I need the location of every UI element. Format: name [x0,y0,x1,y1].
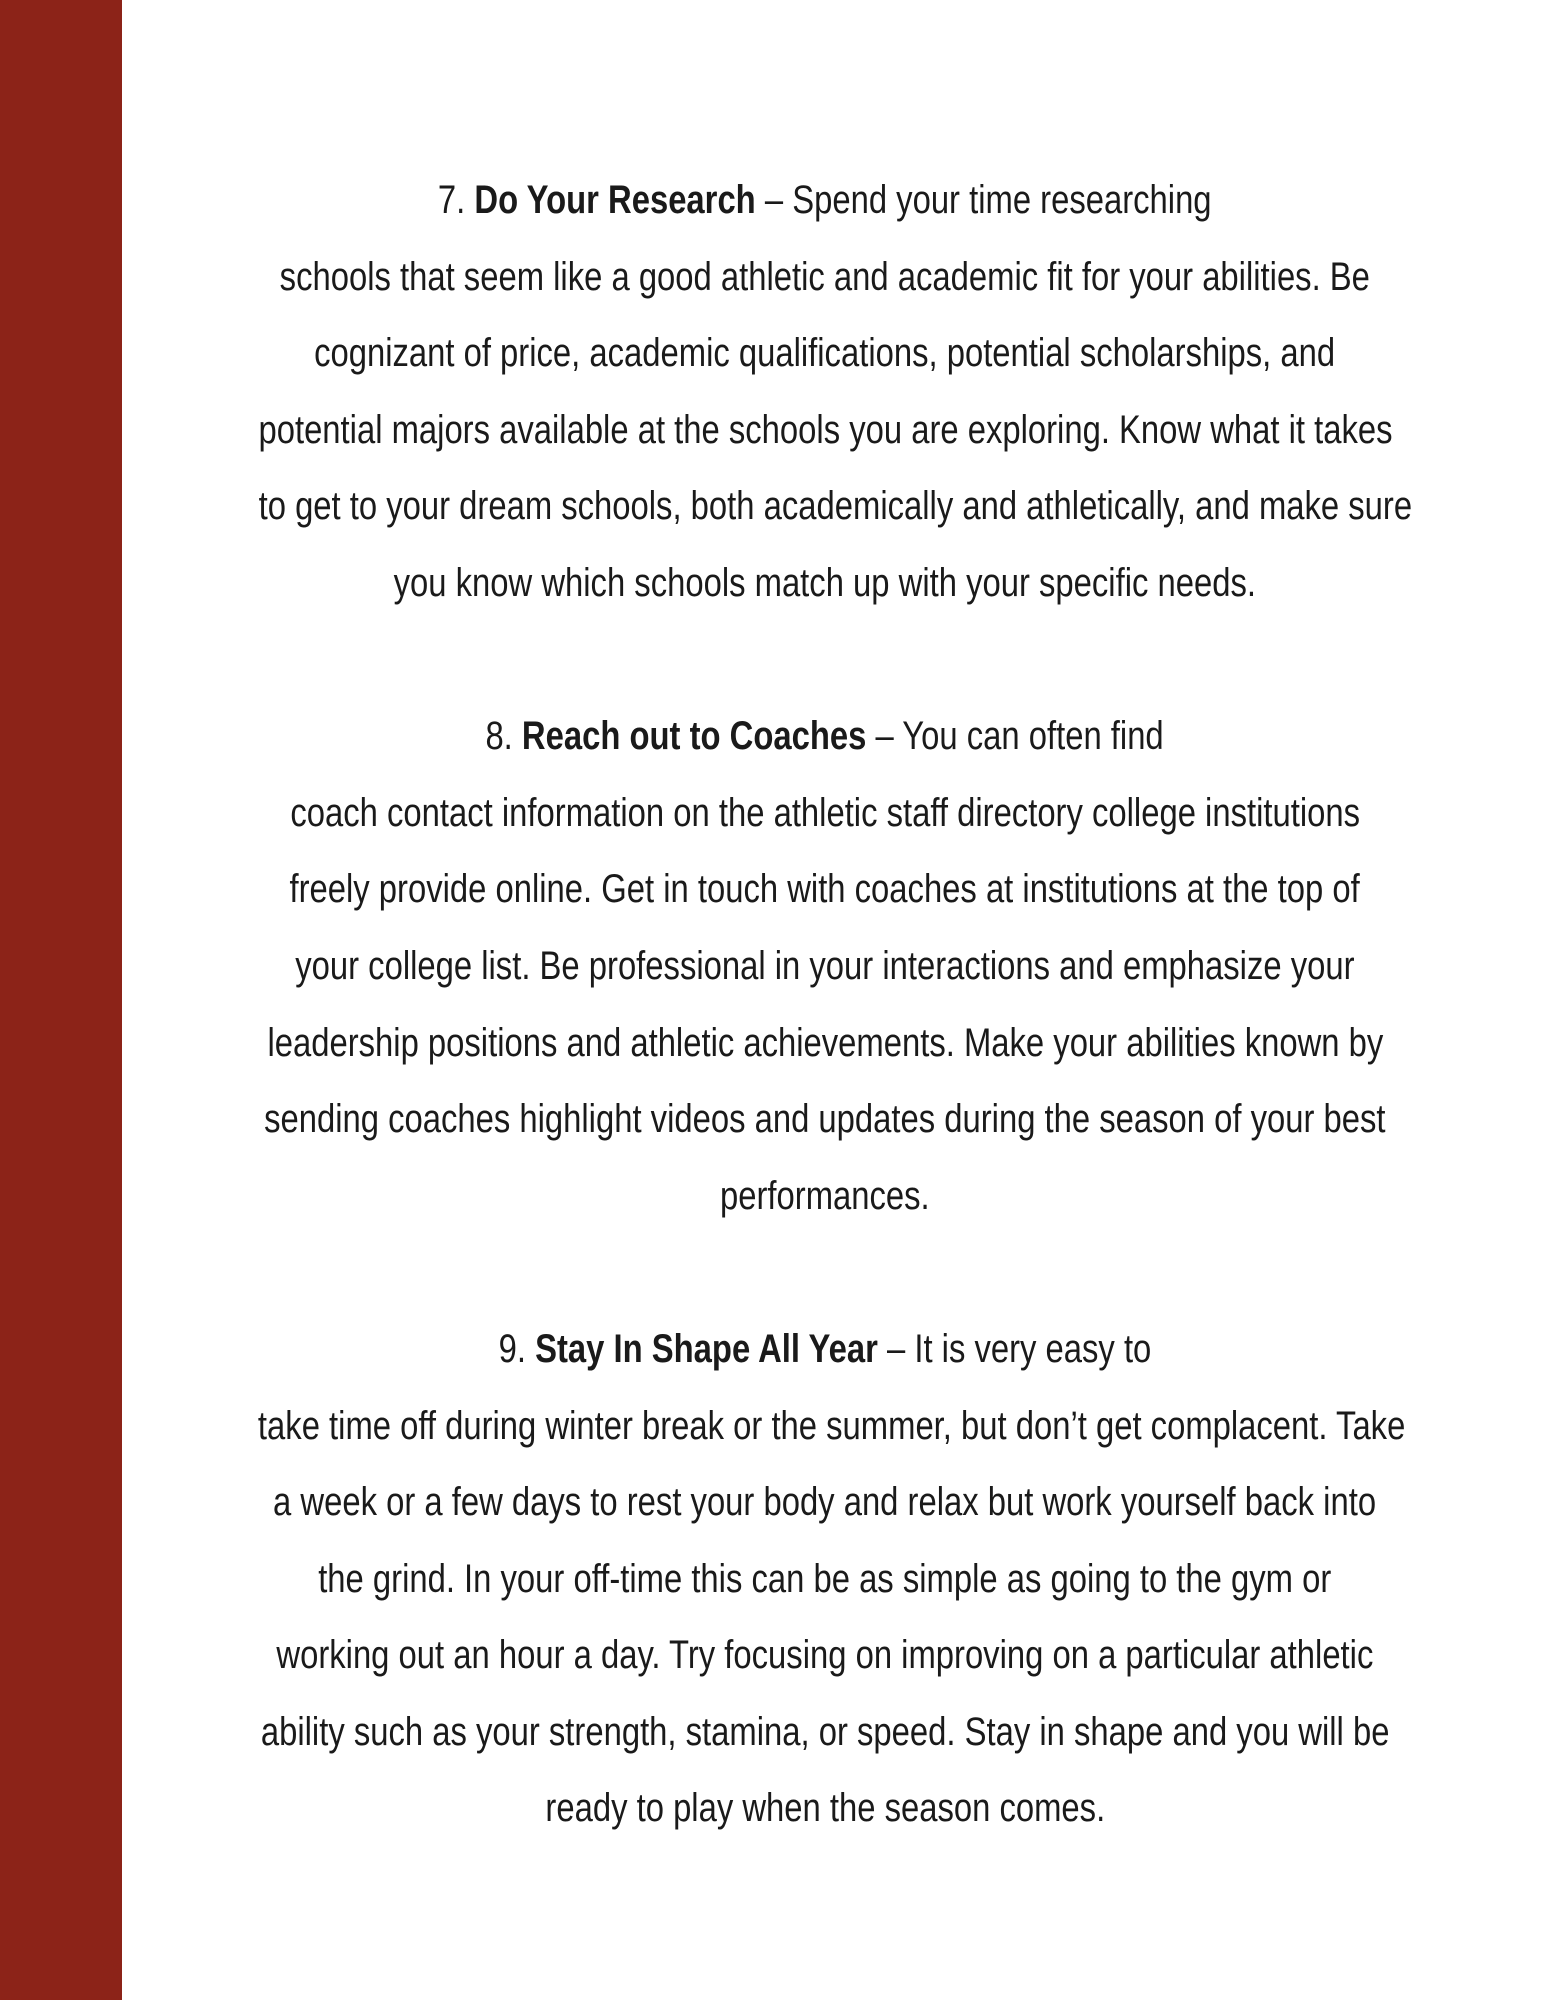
tip-7-line-5: you know which schools match up with your specific needs. [393,560,1257,605]
tip-9-line-3: the grind. In your off-time this can be as simple as going to the gym or [318,1556,1332,1601]
tip-7 [132,162,1518,622]
tip-7-number: 7. [438,178,466,222]
tip-9-line-1: take time off during winter break or the summer, but don’t get complacent. Take [257,1403,1406,1448]
tip-8-lead-line [132,698,1518,775]
tip-9-line-2: a week or a few days to rest your body and relax but work yourself back into [273,1480,1377,1525]
tip-9-line-6: ready to play when the season comes. [545,1786,1105,1831]
tip-9-line-4: working out an hour a day. Try focusing on improving on a particular athletic [276,1633,1374,1678]
tip-7-line-3: potential majors available at the schools you are exploring. Know what it takes [257,407,1393,452]
tip-8-line-6: performances. [720,1173,930,1218]
tip-8-line-1: coach contact information on the athletic staff directory college institutions [290,790,1360,835]
tip-9-lead-line [132,1311,1518,1388]
tip-7-line-1: schools that seem like a good athletic and academic fit for your abilities. Be [279,254,1371,299]
tip-7-lead: Spend your time researching [792,178,1212,222]
tip-8-number: 8. [485,714,514,759]
tip-9-number: 9. [498,1326,527,1371]
tip-9-dash: – [886,1326,906,1371]
tip-8-lead: You can often find [902,714,1165,759]
tip-8-line-4: leadership positions and athletic achievements. Make your abilities known by [267,1020,1383,1065]
tip-9-lead: It is very easy to [914,1326,1152,1371]
tip-9-title: Stay In Shape All Year [535,1326,878,1371]
tips-content [132,162,1518,1924]
tip-8-line-3: your college list. Be professional in your interactions and emphasize your [295,943,1355,988]
tip-8-line-5: sending coaches highlight videos and updates during the season of your best [264,1097,1386,1142]
tip-7-line-2: cognizant of price, academic qualifications, potential scholarships, and [314,331,1336,376]
tip-9-line-5: ability such as your strength, stamina, or speed. Stay in shape and you will be [260,1709,1390,1754]
tip-7-title: Do Your Research [474,178,756,222]
tip-8-title: Reach out to Coaches [522,714,867,759]
tip-7-lead-line [132,162,1518,239]
tip-9 [132,1311,1518,1847]
tip-8-line-2: freely provide online. Get in touch with coaches at institutions at the top of [289,867,1361,912]
tip-8 [132,698,1518,1234]
tip-8-dash: – [875,714,895,759]
tip-7-dash: – [765,178,784,222]
tip-7-line-4: to get to your dream schools, both academically and athletically, and make sure [258,484,1413,529]
sidebar-bar [0,0,122,2000]
